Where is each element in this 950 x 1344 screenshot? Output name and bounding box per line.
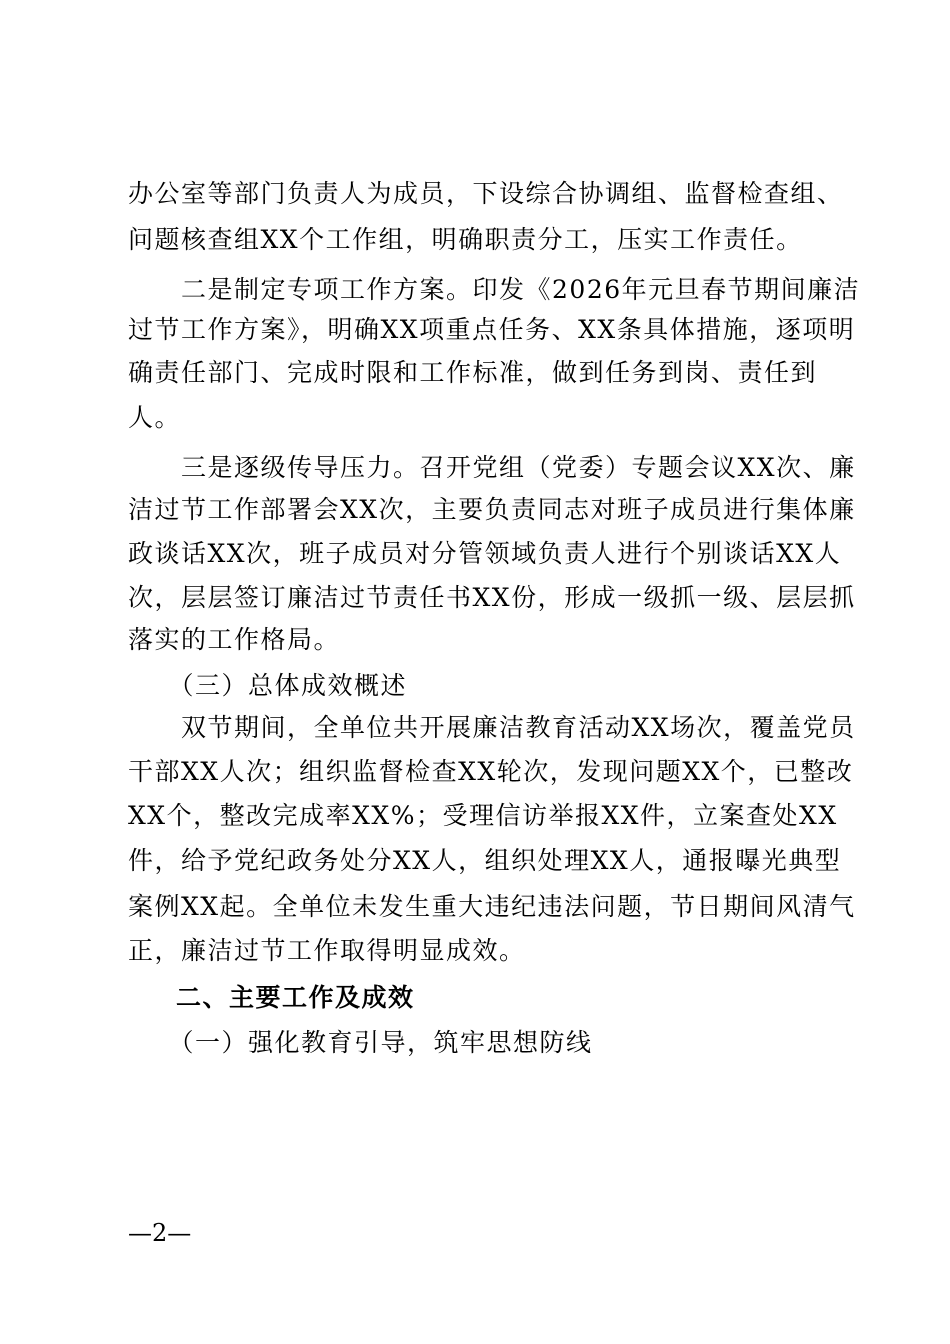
- page-number: —2—: [128, 1219, 192, 1247]
- section-subtitle: （一）强化教育引导，筑牢思想防线: [128, 1028, 593, 1057]
- section-heading: 二、主要工作及成效: [176, 983, 415, 1012]
- body-line: 办公室等部门负责人为成员，下设综合协调组、监督检查组、: [128, 179, 844, 208]
- body-line: 双节期间，全单位共开展廉洁教育活动XX场次，覆盖党员: [128, 713, 856, 742]
- body-line: 洁过节工作部署会XX次，主要负责同志对班子成员进行集体廉: [128, 495, 856, 524]
- body-line: 确责任部门、完成时限和工作标准，做到任务到岗、责任到: [128, 358, 818, 387]
- body-line: 落实的工作格局。: [128, 625, 341, 654]
- body-line: 正，廉洁过节工作取得明显成效。: [128, 936, 526, 965]
- body-line: 政谈话XX次，班子成员对分管领域负责人进行个别谈话XX人: [128, 539, 842, 568]
- body-line: 件，给予党纪政务处分XX人，组织处理XX人，通报曝光典型: [128, 846, 842, 875]
- body-line: 人。: [128, 403, 182, 432]
- section-subtitle: （三）总体成效概述: [128, 671, 408, 700]
- body-line: 过节工作方案》，明确XX项重点任务、XX条具体措施，逐项明: [128, 315, 856, 344]
- body-line: 二是制定专项工作方案。印发《2026年元旦春节期间廉洁: [128, 275, 861, 304]
- body-line: 次，层层签订廉洁过节责任书XX份，形成一级抓一级、层层抓: [128, 583, 856, 612]
- body-line: 案例XX起。全单位未发生重大违纪违法问题，节日期间风清气: [128, 892, 856, 921]
- body-line: 问题核查组XX个工作组，明确职责分工，压实工作责任。: [128, 225, 803, 254]
- body-line: 三是逐级传导压力。召开党组（党委）专题会议XX次、廉: [128, 453, 856, 482]
- body-line: 干部XX人次；组织监督检查XX轮次，发现问题XX个，已整改: [128, 757, 854, 786]
- body-line: XX个，整改完成率XX%；受理信访举报XX件，立案查处XX: [128, 801, 838, 830]
